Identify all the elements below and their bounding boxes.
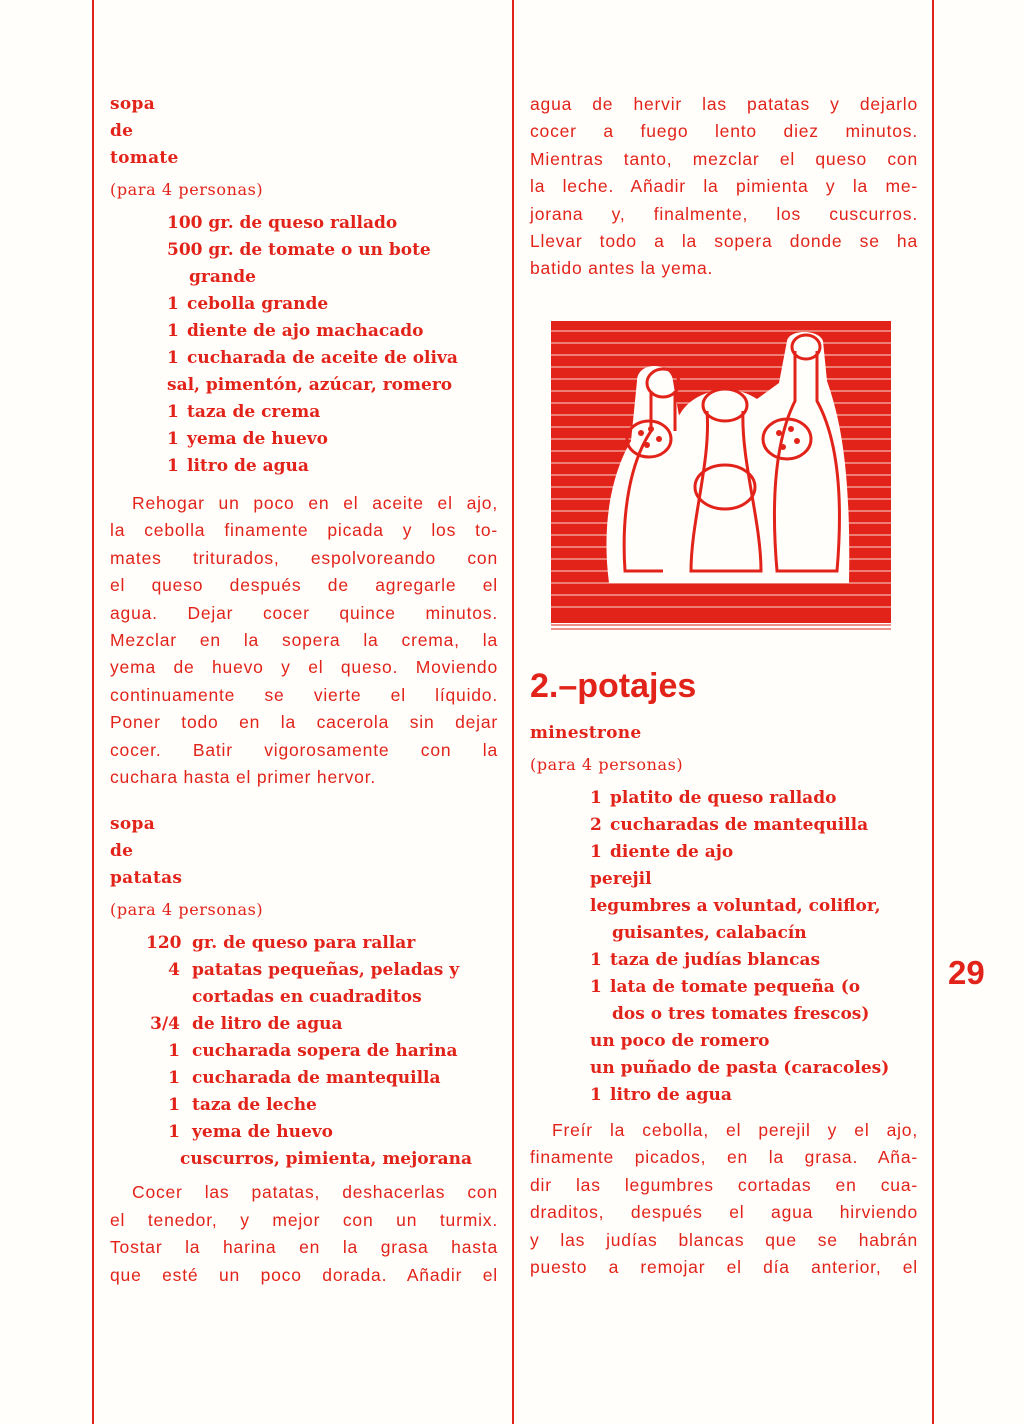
ingredient: un puñado de pasta (caracoles) [590,1058,890,1078]
right-column [530,91,918,283]
recipe-instructions: Rehogar un poco en el aceite el ajo, la cebolla finamente picada y los to- mates triturados, espolvoreando con el queso después de agregarle el agua. Dejar cocer quince minutos. Mezclar en la sopera la crema, la yema de huevo y el queso. Moviendo continuamente se vierte el líquido. Poner todo en la cacerola sin dejar cocer. Batir vigorosamente con la cuchara hasta el primer hervor. [110,493,498,788]
ingredient: 1 cucharada de mantequilla [168,1068,441,1089]
ingredient: un poco de romero [590,1031,770,1051]
left-margin-rule [92,0,94,1424]
servings: (para 4 personas) [110,900,264,920]
ingredient: grande [189,267,256,287]
ingredient: 1 platito de queso rallado [590,788,837,808]
ingredient: guisantes, calabacín [612,923,807,943]
ingredient: 1 cebolla grande [167,294,329,314]
ingredient: sal, pimentón, azúcar, romero [167,375,453,395]
ingredient: 1 diente de ajo [590,842,734,862]
right-margin-rule [932,0,934,1424]
left-column [110,91,498,1289]
ingredient: dos o tres tomates frescos) [612,1004,870,1024]
ingredient: 1 cucharada sopera de harina [168,1041,458,1062]
ingredient: 3/4 de litro de agua [150,1014,343,1035]
ingredient: 100 gr. de queso rallado [167,213,398,233]
ingredient: cortadas en cuadraditos [192,987,422,1008]
ingredient: 1 litro de agua [590,1085,732,1105]
ingredient: 4 patatas pequeñas, peladas y [168,960,460,981]
ingredient: 1 taza de crema [167,402,321,422]
bottles-illustration [551,321,891,631]
ingredient: 1 taza de judías blancas [590,950,821,970]
chapter-heading: 2.–potajes [530,667,697,705]
servings: (para 4 personas) [110,180,264,199]
recipe-title: sopa de patatas [110,814,183,889]
recipe-title: sopa de tomate [110,94,179,168]
ingredient: 120 gr. de queso para rallar [146,933,416,954]
recipe-title: minestrone [530,723,642,743]
ingredient-list [167,210,498,480]
recipe-instructions-continued: agua de hervir las patatas y dejarlo cocer a fuego lento diez minutos. Mientras tanto, mezclar el queso con la leche. Añadir la pimienta y la me- jorana y, finalmente, los cuscurros. Llevar todo a la sopera donde se ha batido antes la yema. [530,94,918,279]
recipe-instructions: Cocer las patatas, deshacerlas con el tenedor, y mejor con un turmix. Tostar la harina en la grasa hasta que esté un poco dorada. Añadir el [110,1182,498,1285]
ingredient: 1 diente de ajo machacado [167,321,424,341]
right-column-lower [530,666,918,1281]
ingredient: legumbres a voluntad, coliflor, [590,896,881,916]
ingredient: cuscurros, pimienta, mejorana [180,1149,472,1170]
ingredient: 1 litro de agua [167,456,309,476]
ingredient: 1 taza de leche [168,1095,317,1116]
ingredient: perejil [590,869,652,889]
ingredient: 1 yema de huevo [168,1122,333,1143]
servings: (para 4 personas) [530,755,684,774]
page-number: 29 [948,954,985,991]
recipe-minestrone [530,720,918,1281]
recipe-sopa-de-tomate [110,91,498,791]
ingredient: 1 yema de huevo [167,429,328,449]
ingredient-list [590,785,918,1109]
ingredient: 1 lata de tomate pequeña (o [590,977,861,997]
ingredient-list [146,930,498,1173]
ingredient: 500 gr. de tomate o un bote [167,240,431,260]
ingredient: 1 cucharada de aceite de oliva [167,348,458,368]
recipe-instructions: Freír la cebolla, el perejil y el ajo, finamente picados, en la grasa. Aña- dir las legumbres cortadas en cua- draditos, después el agua hirviendo y las judías blancas que se habrán puesto a remojar el día anterior, el [530,1120,918,1278]
recipe-sopa-de-patatas [110,811,498,1289]
ingredient: 2 cucharadas de mantequilla [590,815,869,835]
center-column-rule [512,0,514,1424]
